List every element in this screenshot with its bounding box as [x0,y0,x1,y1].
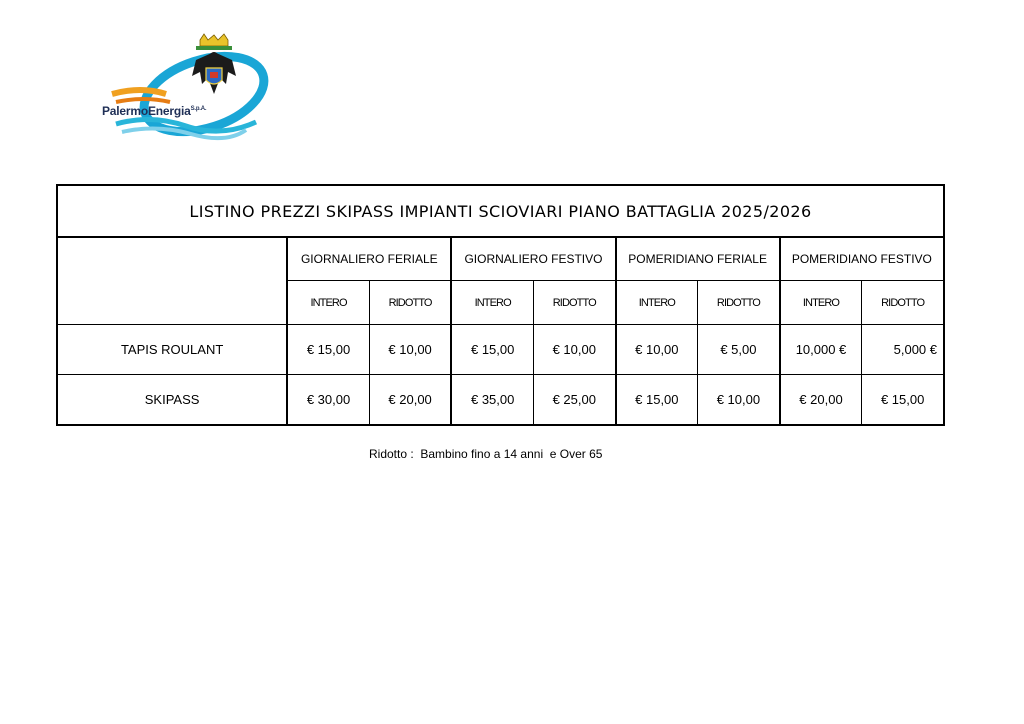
price-cell: € 15,00 [451,325,533,375]
group-header-pomeridiano-feriale: POMERIDIANO FERIALE [616,237,780,281]
subheader-intero: INTERO [780,281,862,325]
reduced-price-note: Ridotto : Bambino fino a 14 anni e Over 65 [369,447,603,461]
price-list-table [56,184,945,426]
price-cell: € 10,00 [533,325,615,375]
table-row-skipass [57,375,944,426]
price-cell: € 20,00 [369,375,451,426]
subheader-ridotto: RIDOTTO [533,281,615,325]
palermo-energia-logo [96,32,276,142]
price-cell: € 10,00 [616,325,698,375]
subheader-ridotto: RIDOTTO [369,281,451,325]
subheader-ridotto: RIDOTTO [862,281,944,325]
row-label: TAPIS ROULANT [57,325,287,375]
subheader-intero: INTERO [616,281,698,325]
group-header-giornaliero-festivo: GIORNALIERO FESTIVO [451,237,615,281]
logo-brand-text: PalermoEnergia$^{S.p.A.}$ [102,104,207,118]
price-cell: 5,000 € [862,325,944,375]
row-label: SKIPASS [57,375,287,426]
subheader-ridotto: RIDOTTO [698,281,780,325]
subheader-intero: INTERO [287,281,369,325]
table-row-tapis-roulant [57,325,944,375]
price-cell: € 20,00 [780,375,862,426]
price-cell: € 25,00 [533,375,615,426]
group-header-giornaliero-feriale: GIORNALIERO FERIALE [287,237,451,281]
price-cell: € 10,00 [369,325,451,375]
price-cell: € 15,00 [616,375,698,426]
empty-corner-cell [57,237,287,325]
group-header-pomeridiano-festivo: POMERIDIANO FESTIVO [780,237,944,281]
price-cell: € 10,00 [698,375,780,426]
price-cell: 10,000 € [780,325,862,375]
price-cell: € 5,00 [698,325,780,375]
price-cell: € 35,00 [451,375,533,426]
logo-graphic [96,32,276,142]
subheader-intero: INTERO [451,281,533,325]
table-title: LISTINO PREZZI SKIPASS IMPIANTI SCIOVIARI PIANO BATTAGLIA 2025/2026 [57,185,944,237]
price-cell: € 15,00 [862,375,944,426]
price-cell: € 30,00 [287,375,369,426]
price-cell: € 15,00 [287,325,369,375]
